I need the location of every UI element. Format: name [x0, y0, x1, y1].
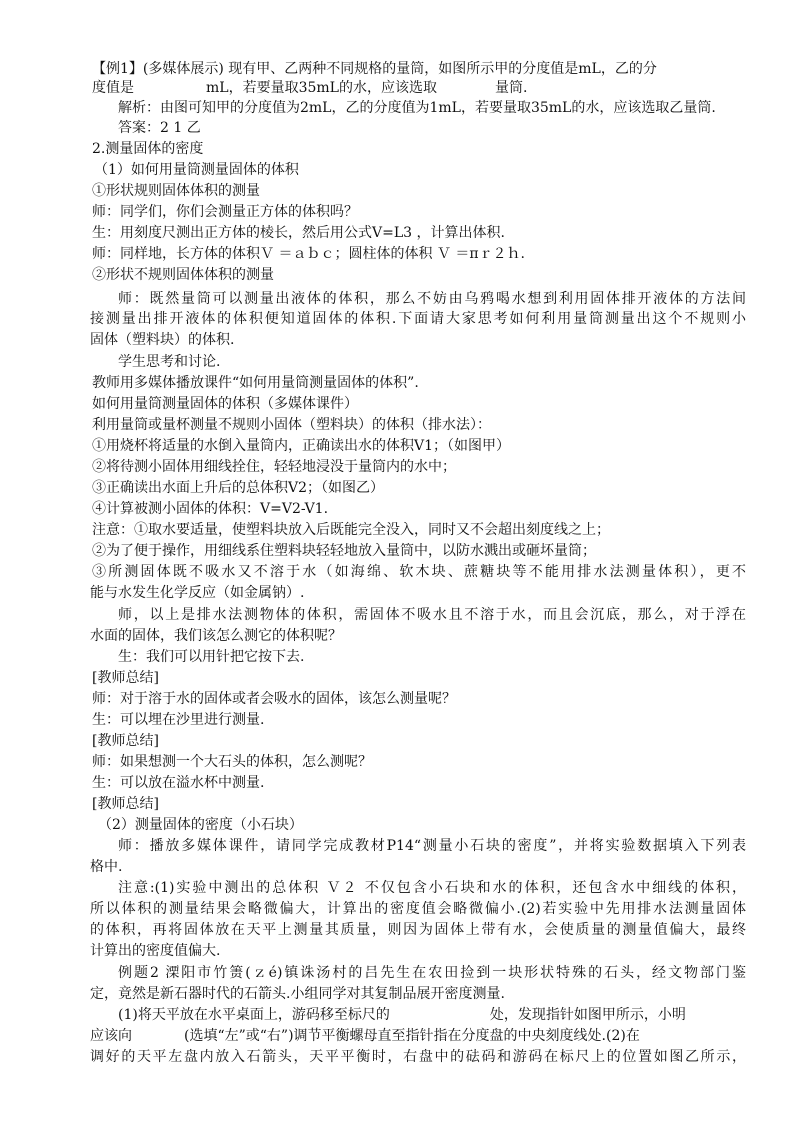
dialogue-line: 师：如果想测一个大石头的体积，怎么测呢？ [92, 754, 372, 770]
paragraph-line: 教师用多媒体播放课件“如何用量筒测量固体的体积”. [92, 375, 419, 391]
question-part-a: (1)将天平放在水平桌面上，游码移至标尺的 [118, 1007, 390, 1023]
teacher-summary-label: [教师总结] [92, 670, 159, 686]
step-line: ④计算被测小固体的体积：V=V2-V1. [92, 501, 329, 517]
subsection-heading-2: （2）测量固体的密度（小石块） [98, 817, 303, 833]
paragraph-line: 计算出的密度值偏大. [90, 943, 221, 959]
question-part-d: (选填“左”或“右”)调节平衡螺母直至指针指在分度盘的中央刻度线处.(2)在 [184, 1028, 640, 1044]
paragraph-line: 格中. [90, 859, 123, 875]
dialogue-line: 师：同样地，长方体的体积Ｖ ＝ａｂｃ；圆柱体的体积 Ｖ ＝πｒ２ｈ. [92, 246, 526, 262]
paragraph-line: 所以体积的测量结果会略微偏大，计算出的密度值会略微偏小.(2)若实验中先用排水法测量固体 [90, 901, 746, 917]
paragraph-line: 师：既然量筒可以测量出液体的体积，那么不妨由乌鸦喝水想到利用固体排开液体的方法间 [118, 291, 746, 307]
analysis-line: 解析：由图可知甲的分度值为2mL，乙的分度值为1mL，若要量取35mL的水，应该选取乙量筒. [118, 100, 716, 116]
question-part-c: 应该向 [90, 1028, 132, 1044]
example1-line2 [92, 79, 527, 98]
dialogue-line: 生：可以埋在沙里进行测量. [92, 712, 265, 728]
teacher-summary-label: [教师总结] [92, 733, 159, 749]
dialogue-line: 水面的固体，我们该怎么测它的体积呢？ [90, 628, 342, 644]
dialogue-line: 生：用刻度尺测出正方体的棱长，然后用公式V=L3 ，计算出体积. [92, 225, 505, 241]
dialogue-line: 生：可以放在溢水杯中测量. [92, 775, 265, 791]
paragraph-line: 固体（塑料块）的体积. [90, 332, 235, 348]
paragraph-line: 接测量出排开液体的体积便知道固体的体积.下面请大家思考如何利用量筒测量出这个不规则小 [90, 311, 746, 327]
note-line: ③所测固体既不吸水又不溶于水（如海绵、软木块、蔗糖块等不能用排水法测量体积），更不 [92, 564, 746, 580]
teacher-summary-label: [教师总结] [92, 796, 159, 812]
subsection-heading-1: （1）如何用量筒测量固体的体积 [94, 162, 299, 178]
dialogue-line: 师：对于溶于水的固体或者会吸水的固体，该怎么测量呢？ [92, 691, 456, 707]
step-line: ③正确读出水面上升后的总体积V2；（如图乙） [92, 480, 385, 496]
answer-line: 答案：2 1 乙 [118, 120, 201, 136]
question-part-b: 处，发现指针如图甲所示，小明 [489, 1007, 686, 1023]
example1-part-b: mL，若要量取35mL的水，应该选取 [206, 80, 437, 96]
note-line: 注意：①取水要适量，使塑料块放入后既能完全没入，同时又不会超出刻度线之上； [92, 522, 610, 538]
example1-part-c: 量筒. [494, 80, 528, 96]
example2-question-line [118, 1006, 686, 1025]
dialogue-line: 师，以上是排水法测物体的体积，需固体不吸水且不溶于水，而且会沉底，那么，对于浮在 [118, 607, 746, 623]
paragraph-line: 的体积，再将固体放在天平上测量其质量，则因为固体上带有水，会使质量的测量值偏大，最终 [90, 922, 746, 938]
paragraph-line: 利用量筒或量杯测量不规则小固体（塑料块）的体积（排水法）： [92, 417, 491, 433]
paragraph-line: 如何用量筒测量固体的体积（多媒体课件） [92, 396, 358, 412]
irregular-solid-heading: ②形状不规则固体体积的测量 [92, 267, 274, 283]
example2-question-line: 调好的天平左盘内放入石箭头，天平平衡时，右盘中的砝码和游码在标尺上的位置如图乙所示， [90, 1049, 746, 1065]
dialogue-line: 师：同学们，你们会测量正方体的体积吗？ [92, 204, 358, 220]
example2-line: 定，竟然是新石器时代的石箭头.小组同学对其复制品展开密度测量. [90, 986, 505, 1002]
example2-question-line [90, 1027, 640, 1046]
step-line: ②将待测小固体用细线拴住，轻轻地浸没于量筒内的水中； [92, 459, 456, 475]
example1-line1: 【例1】(多媒体展示) 现有甲、乙两种不同规格的量筒，如图所示甲的分度值是mL，乙的分 [92, 61, 657, 77]
note-line: ②为了便于操作，用细线系住塑料块轻轻地放入量筒中，以防水溅出或砸坏量筒； [92, 543, 596, 559]
paragraph-line: 注意:(1)实验中测出的总体积 Ｖ２ 不仅包含小石块和水的体积，还包含水中细线的体积， [118, 880, 746, 896]
paragraph-line: 学生思考和讨论. [118, 354, 221, 370]
example2-line: 例题2 溧阳市竹箦(ｚé)镇诛汤村的吕先生在农田捡到一块形状特殊的石头，经文物部门鉴 [118, 965, 746, 981]
dialogue-line: 生：我们可以用针把它按下去. [118, 649, 305, 665]
section-heading: 2.测量固体的密度 [92, 141, 204, 157]
regular-solid-heading: ①形状规则固体体积的测量 [92, 183, 260, 199]
example1-part-a: 度值是 [92, 80, 134, 96]
note-line: 能与水发生化学反应（如金属钠）. [90, 585, 305, 601]
paragraph-line: 师：播放多媒体课件，请同学完成教材P14“测量小石块的密度”，并将实验数据填入下列表 [118, 838, 746, 854]
step-line: ①用烧杯将适量的水倒入量筒内，正确读出水的体积V1；（如图甲） [92, 438, 511, 454]
